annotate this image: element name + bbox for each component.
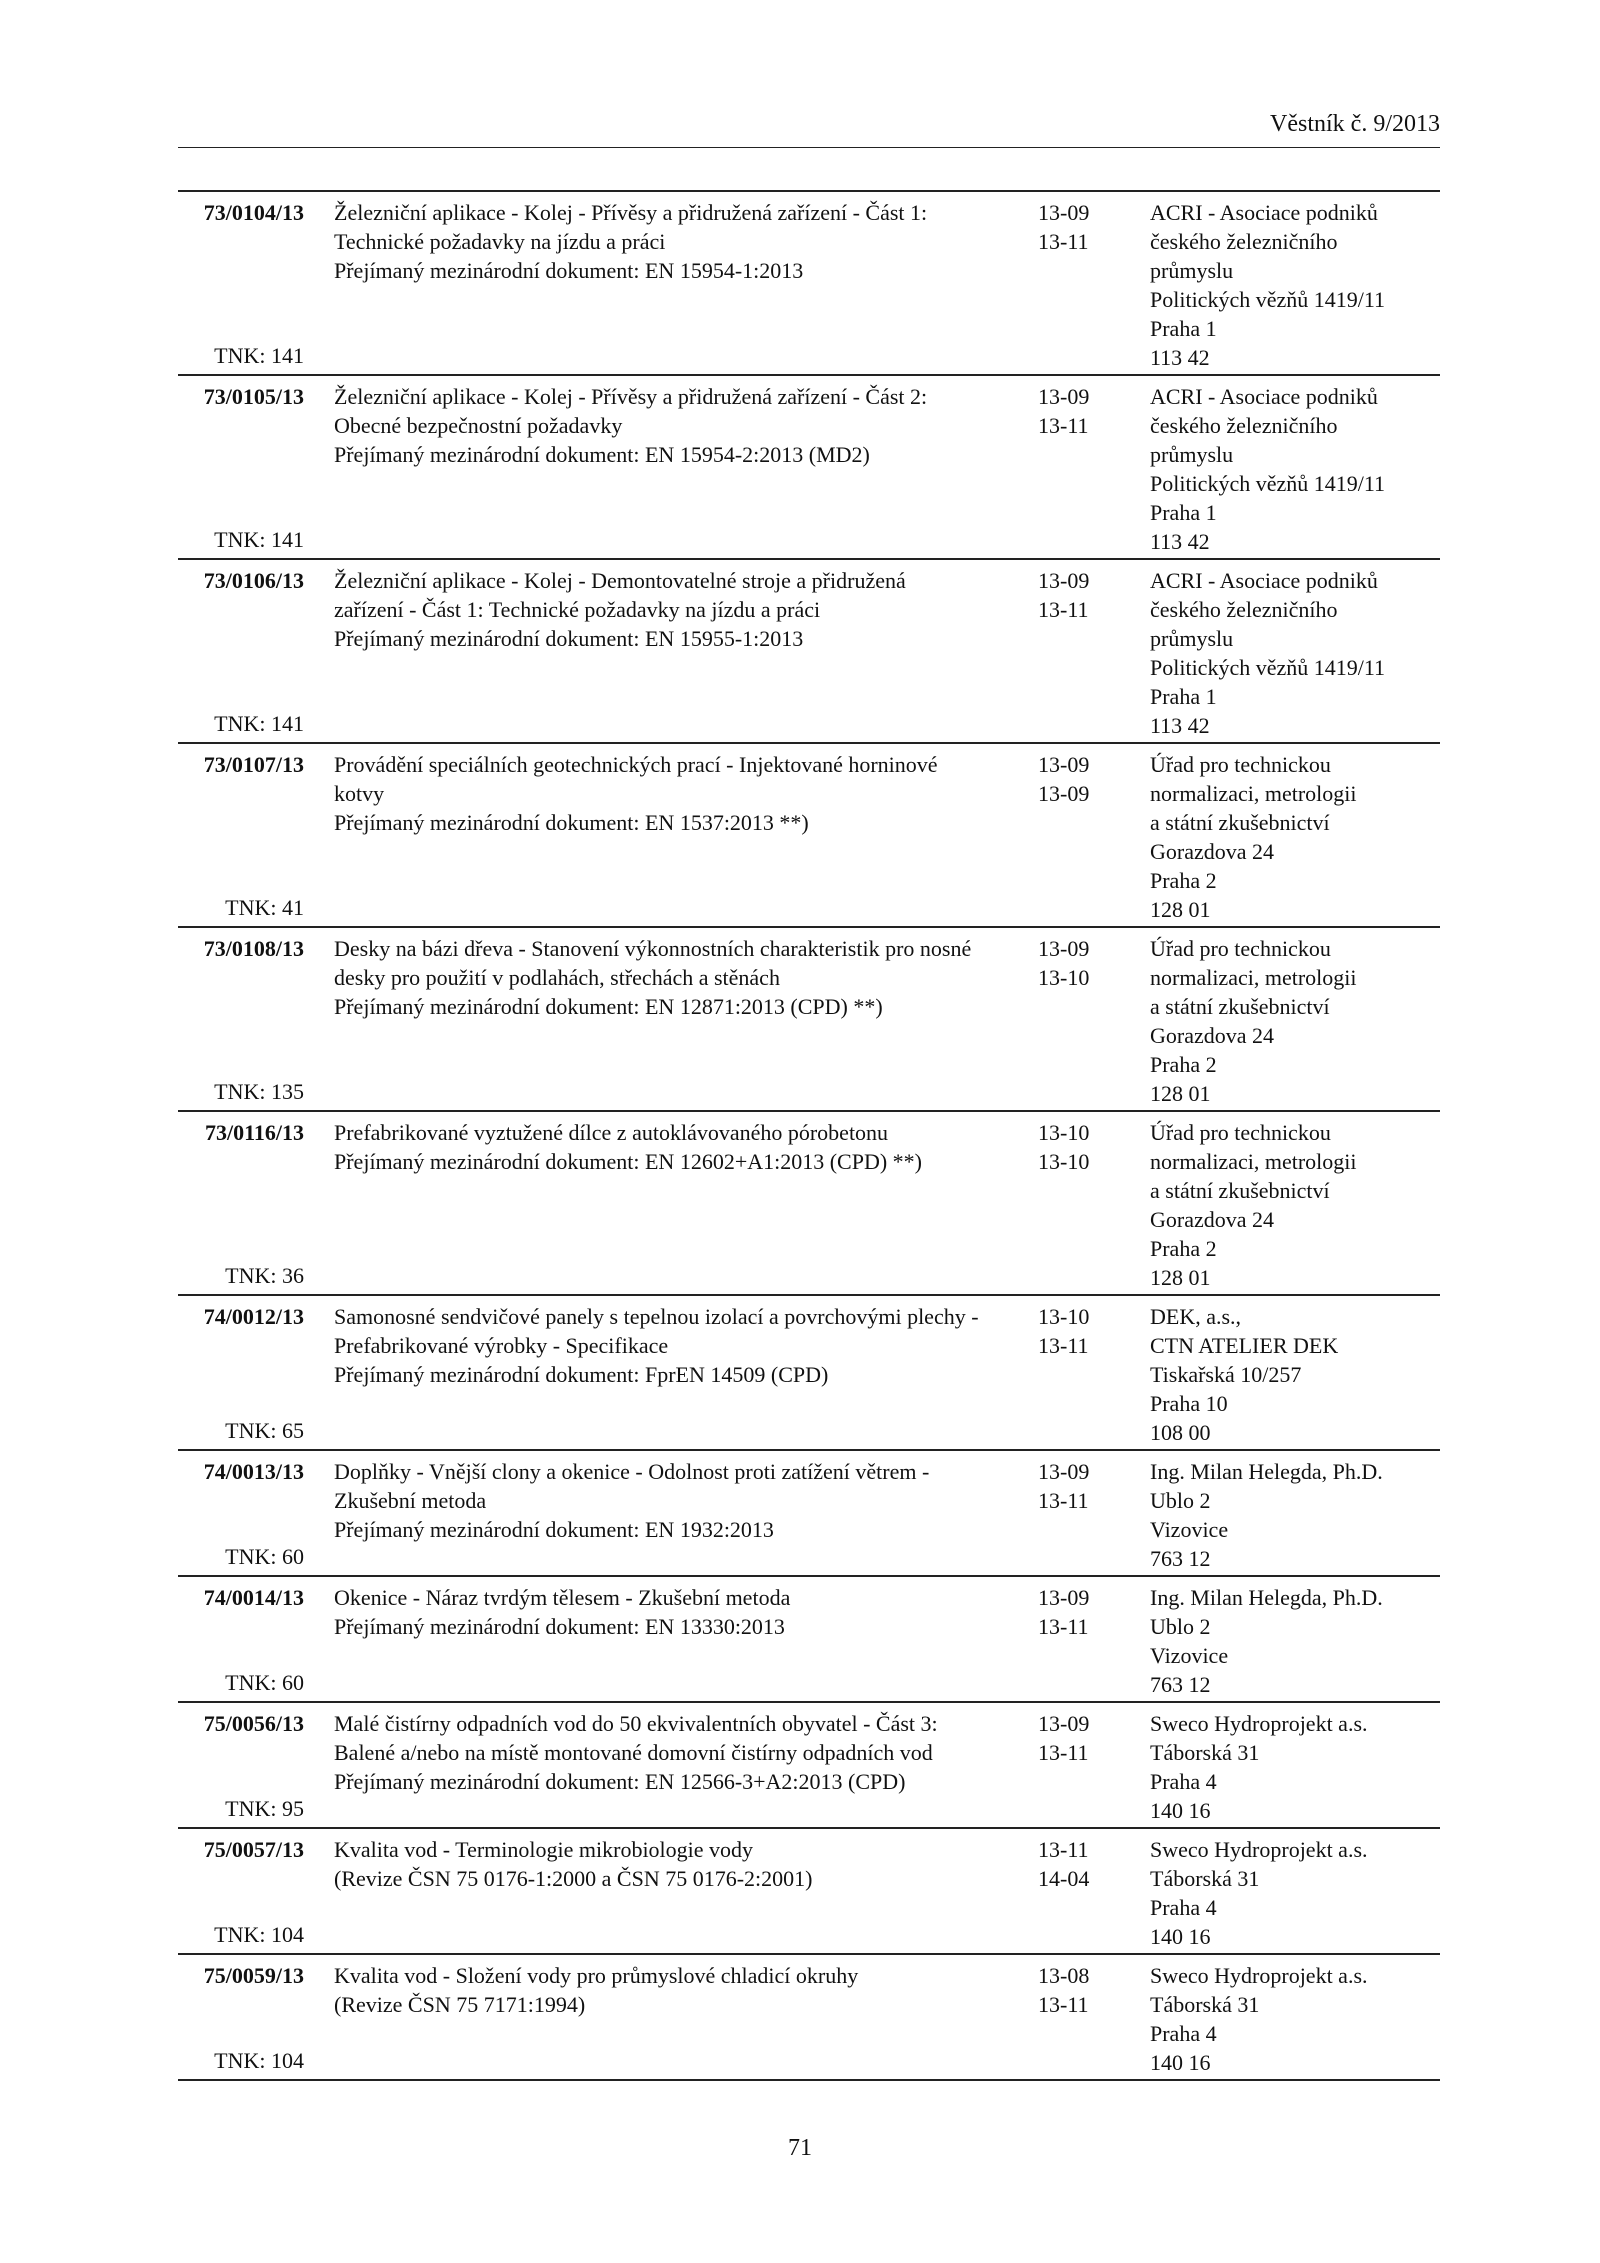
entry-address-line: Politických vězňů 1419/11	[1150, 287, 1386, 312]
standards-table	[178, 190, 1440, 2081]
entry-tnk: TNK: 36	[225, 1263, 304, 1288]
table-row	[178, 926, 1440, 1110]
entry-address-line: Gorazdova 24	[1150, 1207, 1275, 1232]
table-row	[178, 1449, 1440, 1575]
entry-title-cell	[304, 1451, 1034, 1575]
entry-id-cell	[178, 744, 304, 926]
entry-address-line: ACRI - Asociace podniků	[1150, 384, 1378, 409]
entry-address-line: normalizaci, metrologii	[1150, 781, 1357, 806]
entry-id-cell	[178, 1577, 304, 1701]
entry-title-line: Provádění speciálních geotechnických prací - Injektované horninové	[334, 752, 938, 777]
entry-dates-cell	[1034, 1955, 1136, 2079]
entry-tnk: TNK: 60	[225, 1670, 304, 1695]
entry-title-line: (Revize ČSN 75 0176-1:2000 a ČSN 75 0176-2:2001)	[334, 1866, 813, 1891]
entry-date: 13-09	[1038, 781, 1090, 806]
page-number: 71	[788, 2135, 812, 2161]
entry-title-cell	[304, 928, 1034, 1110]
entry-tnk: TNK: 104	[214, 2048, 304, 2073]
entry-address-line: českého železničního	[1150, 413, 1338, 438]
entry-dates-cell	[1034, 376, 1136, 558]
entry-title-line: Obecné bezpečnostní požadavky	[334, 413, 623, 438]
entry-address-cell	[1136, 560, 1440, 742]
table-row	[178, 1953, 1440, 2081]
entry-address-line: Praha 1	[1150, 684, 1217, 709]
entry-id-cell	[178, 1112, 304, 1294]
entry-title-cell	[304, 1577, 1034, 1701]
table-row	[178, 558, 1440, 742]
entry-date: 13-10	[1038, 965, 1090, 990]
entry-title-line: Přejímaný mezinárodní dokument: EN 1932:2013	[334, 1517, 774, 1542]
entry-title-line: Přejímaný mezinárodní dokument: EN 12871:2013 (CPD) **)	[334, 994, 883, 1019]
entry-number: 75/0057/13	[203, 1837, 304, 1862]
entry-address-line: a státní zkušebnictví	[1150, 1178, 1330, 1203]
entry-title-line: kotvy	[334, 781, 385, 806]
entry-address-line: Gorazdova 24	[1150, 839, 1275, 864]
entry-tnk: TNK: 141	[214, 711, 304, 736]
entry-address-line: Gorazdova 24	[1150, 1023, 1275, 1048]
entry-number: 73/0108/13	[203, 936, 304, 961]
entry-address-line: Táborská 31	[1150, 1866, 1260, 1891]
entry-address-line: Vizovice	[1150, 1643, 1229, 1668]
entry-address-cell	[1136, 1703, 1440, 1827]
entry-date: 13-11	[1038, 597, 1089, 622]
entry-address-line: normalizaci, metrologii	[1150, 965, 1357, 990]
entry-date: 13-11	[1038, 413, 1089, 438]
entry-address-line: 140 16	[1150, 1798, 1211, 1823]
entry-title-line: Samonosné sendvičové panely s tepelnou izolací a povrchovými plechy -	[334, 1304, 979, 1329]
entry-tnk: TNK: 104	[214, 1922, 304, 1947]
entry-address-line: DEK, a.s.,	[1150, 1304, 1242, 1329]
entry-title-line: (Revize ČSN 75 7171:1994)	[334, 1992, 586, 2017]
entry-address-cell	[1136, 1829, 1440, 1953]
entry-number: 73/0107/13	[203, 752, 304, 777]
entry-address-line: a státní zkušebnictví	[1150, 810, 1330, 835]
entry-title-line: Desky na bázi dřeva - Stanovení výkonnostních charakteristik pro nosné	[334, 936, 972, 961]
entry-id-cell	[178, 376, 304, 558]
table-row	[178, 742, 1440, 926]
entry-address-cell	[1136, 1296, 1440, 1449]
entry-title-cell	[304, 560, 1034, 742]
entry-number: 74/0014/13	[203, 1585, 304, 1610]
entry-date: 14-04	[1038, 1866, 1090, 1891]
entry-number: 73/0105/13	[203, 384, 304, 409]
entry-address-line: Praha 1	[1150, 316, 1217, 341]
entry-title-line: Malé čistírny odpadních vod do 50 ekvivalentních obyvatel - Část 3:	[334, 1711, 938, 1736]
entry-tnk: TNK: 95	[225, 1796, 304, 1821]
entry-date: 13-10	[1038, 1304, 1090, 1329]
entry-address-line: Praha 1	[1150, 500, 1217, 525]
entry-dates-cell	[1034, 1112, 1136, 1294]
entry-date: 13-08	[1038, 1963, 1090, 1988]
entry-date: 13-10	[1038, 1120, 1090, 1145]
entry-address-line: Politických vězňů 1419/11	[1150, 471, 1386, 496]
entry-title-line: Okenice - Náraz tvrdým tělesem - Zkušební metoda	[334, 1585, 791, 1610]
page-header: Věstník č. 9/2013	[1270, 111, 1440, 137]
entry-number: 75/0059/13	[203, 1963, 304, 1988]
entry-address-line: Úřad pro technickou	[1150, 1120, 1331, 1145]
entry-date: 13-11	[1038, 1740, 1089, 1765]
entry-id-cell	[178, 1451, 304, 1575]
entry-dates-cell	[1034, 1829, 1136, 1953]
entry-id-cell	[178, 928, 304, 1110]
entry-tnk: TNK: 141	[214, 343, 304, 368]
entry-id-cell	[178, 560, 304, 742]
entry-dates-cell	[1034, 744, 1136, 926]
entry-address-line: a státní zkušebnictví	[1150, 994, 1330, 1019]
entry-address-line: 108 00	[1150, 1420, 1211, 1445]
entry-address-line: normalizaci, metrologii	[1150, 1149, 1357, 1174]
entry-title-line: desky pro použití v podlahách, střechách a stěnách	[334, 965, 780, 990]
entry-date: 13-11	[1038, 1992, 1089, 2017]
entry-address-line: 113 42	[1150, 529, 1210, 554]
entry-address-line: průmyslu	[1150, 258, 1234, 283]
entry-address-line: Ing. Milan Helegda, Ph.D.	[1150, 1459, 1383, 1484]
entry-address-line: ACRI - Asociace podniků	[1150, 200, 1378, 225]
table-row	[178, 1294, 1440, 1449]
entry-title-cell	[304, 192, 1034, 374]
entry-tnk: TNK: 141	[214, 527, 304, 552]
entry-tnk: TNK: 135	[214, 1079, 304, 1104]
entry-title-line: Zkušební metoda	[334, 1488, 487, 1513]
entry-title-line: Kvalita vod - Složení vody pro průmyslové chladicí okruhy	[334, 1963, 859, 1988]
entry-tnk: TNK: 41	[225, 895, 304, 920]
entry-title-line: Přejímaný mezinárodní dokument: EN 1537:2013 **)	[334, 810, 809, 835]
entry-address-line: Úřad pro technickou	[1150, 936, 1331, 961]
entry-address-line: Táborská 31	[1150, 1740, 1260, 1765]
entry-address-line: průmyslu	[1150, 442, 1234, 467]
entry-address-line: Sweco Hydroprojekt a.s.	[1150, 1963, 1368, 1988]
entry-dates-cell	[1034, 560, 1136, 742]
entry-address-line: Ublo 2	[1150, 1614, 1211, 1639]
table-row	[178, 1827, 1440, 1953]
entry-id-cell	[178, 1296, 304, 1449]
entry-id-cell	[178, 1703, 304, 1827]
entry-title-line: Kvalita vod - Terminologie mikrobiologie vody	[334, 1837, 754, 1862]
entry-number: 74/0012/13	[203, 1304, 304, 1329]
entry-address-line: Praha 2	[1150, 868, 1217, 893]
entry-title-line: zařízení - Část 1: Technické požadavky na jízdu a práci	[334, 597, 821, 622]
entry-title-cell	[304, 1703, 1034, 1827]
entry-address-line: Sweco Hydroprojekt a.s.	[1150, 1711, 1368, 1736]
entry-title-line: Přejímaný mezinárodní dokument: EN 15955-1:2013	[334, 626, 804, 651]
entry-address-line: ACRI - Asociace podniků	[1150, 568, 1378, 593]
entry-address-line: 128 01	[1150, 897, 1211, 922]
entry-title-cell	[304, 1955, 1034, 2079]
entry-address-line: českého železničního	[1150, 597, 1338, 622]
entry-dates-cell	[1034, 192, 1136, 374]
entry-address-line: 128 01	[1150, 1265, 1211, 1290]
entry-date: 13-09	[1038, 1459, 1090, 1484]
entry-address-line: Politických vězňů 1419/11	[1150, 655, 1386, 680]
entry-address-line: 128 01	[1150, 1081, 1211, 1106]
entry-title-line: Přejímaný mezinárodní dokument: EN 12566-3+A2:2013 (CPD)	[334, 1769, 906, 1794]
entry-date: 13-09	[1038, 384, 1090, 409]
entry-title-line: Přejímaný mezinárodní dokument: EN 13330:2013	[334, 1614, 785, 1639]
entry-address-cell	[1136, 928, 1440, 1110]
entry-address-line: 140 16	[1150, 1924, 1211, 1949]
entry-address-line: 113 42	[1150, 713, 1210, 738]
entry-title-line: Prefabrikované vyztužené dílce z autoklávovaného pórobetonu	[334, 1120, 889, 1145]
entry-address-cell	[1136, 1112, 1440, 1294]
entry-dates-cell	[1034, 1703, 1136, 1827]
entry-title-line: Technické požadavky na jízdu a práci	[334, 229, 666, 254]
entry-id-cell	[178, 192, 304, 374]
entry-tnk: TNK: 65	[225, 1418, 304, 1443]
entry-address-line: 113 42	[1150, 345, 1210, 370]
entry-address-line: Praha 4	[1150, 1895, 1217, 1920]
entry-address-line: Sweco Hydroprojekt a.s.	[1150, 1837, 1368, 1862]
entry-dates-cell	[1034, 1296, 1136, 1449]
entry-address-cell	[1136, 1577, 1440, 1701]
entry-tnk: TNK: 60	[225, 1544, 304, 1569]
table-row	[178, 1701, 1440, 1827]
entry-number: 75/0056/13	[203, 1711, 304, 1736]
entry-date: 13-11	[1038, 1837, 1089, 1862]
entry-title-line: Balené a/nebo na místě montované domovní čistírny odpadních vod	[334, 1740, 933, 1765]
entry-number: 74/0013/13	[203, 1459, 304, 1484]
entry-title-line: Přejímaný mezinárodní dokument: EN 15954-1:2013	[334, 258, 804, 283]
entry-number: 73/0104/13	[203, 200, 304, 225]
entry-dates-cell	[1034, 1451, 1136, 1575]
entry-address-cell	[1136, 744, 1440, 926]
table-row	[178, 374, 1440, 558]
entry-address-line: 763 12	[1150, 1672, 1211, 1697]
entry-date: 13-11	[1038, 1333, 1089, 1358]
entry-title-line: Železniční aplikace - Kolej - Demontovatelné stroje a přidružená	[334, 568, 906, 593]
entry-title-line: Železniční aplikace - Kolej - Přívěsy a přidružená zařízení - Část 2:	[334, 384, 928, 409]
entry-address-cell	[1136, 1451, 1440, 1575]
entry-address-line: Ing. Milan Helegda, Ph.D.	[1150, 1585, 1383, 1610]
entry-date: 13-11	[1038, 229, 1089, 254]
entry-dates-cell	[1034, 928, 1136, 1110]
entry-date: 13-11	[1038, 1488, 1089, 1513]
entry-id-cell	[178, 1829, 304, 1953]
entry-address-line: Vizovice	[1150, 1517, 1229, 1542]
entry-address-line: Praha 4	[1150, 1769, 1217, 1794]
entry-address-line: Praha 2	[1150, 1052, 1217, 1077]
entry-date: 13-09	[1038, 568, 1090, 593]
entry-address-cell	[1136, 376, 1440, 558]
entry-date: 13-09	[1038, 936, 1090, 961]
entry-dates-cell	[1034, 1577, 1136, 1701]
entry-address-line: průmyslu	[1150, 626, 1234, 651]
entry-address-line: Praha 10	[1150, 1391, 1228, 1416]
entry-address-line: 763 12	[1150, 1546, 1211, 1571]
entry-address-line: Úřad pro technickou	[1150, 752, 1331, 777]
header-divider	[178, 147, 1440, 148]
entry-date: 13-09	[1038, 752, 1090, 777]
entry-date: 13-10	[1038, 1149, 1090, 1174]
entry-address-line: Táborská 31	[1150, 1992, 1260, 2017]
table-row	[178, 190, 1440, 374]
entry-title-cell	[304, 1829, 1034, 1953]
entry-number: 73/0116/13	[204, 1120, 304, 1145]
entry-address-line: 140 16	[1150, 2050, 1211, 2075]
entry-title-cell	[304, 1296, 1034, 1449]
entry-title-line: Železniční aplikace - Kolej - Přívěsy a přidružená zařízení - Část 1:	[334, 200, 928, 225]
entry-title-cell	[304, 376, 1034, 558]
entry-title-line: Prefabrikované výrobky - Specifikace	[334, 1333, 669, 1358]
entry-title-line: Přejímaný mezinárodní dokument: FprEN 14509 (CPD)	[334, 1362, 829, 1387]
entry-address-line: Tiskařská 10/257	[1150, 1362, 1302, 1387]
entry-address-line: CTN ATELIER DEK	[1150, 1333, 1339, 1358]
table-row	[178, 1575, 1440, 1701]
entry-number: 73/0106/13	[203, 568, 304, 593]
table-row	[178, 1110, 1440, 1294]
entry-address-line: Ublo 2	[1150, 1488, 1211, 1513]
entry-title-line: Přejímaný mezinárodní dokument: EN 12602+A1:2013 (CPD) **)	[334, 1149, 922, 1174]
entry-title-cell	[304, 744, 1034, 926]
entry-title-line: Doplňky - Vnější clony a okenice - Odolnost proti zatížení větrem -	[334, 1459, 930, 1484]
entry-title-line: Přejímaný mezinárodní dokument: EN 15954-2:2013 (MD2)	[334, 442, 870, 467]
entry-date: 13-09	[1038, 200, 1090, 225]
entry-date: 13-09	[1038, 1585, 1090, 1610]
entry-id-cell	[178, 1955, 304, 2079]
entry-date: 13-09	[1038, 1711, 1090, 1736]
entry-address-line: Praha 4	[1150, 2021, 1217, 2046]
entry-title-cell	[304, 1112, 1034, 1294]
entry-date: 13-11	[1038, 1614, 1089, 1639]
entry-address-cell	[1136, 1955, 1440, 2079]
entry-address-line: českého železničního	[1150, 229, 1338, 254]
entry-address-cell	[1136, 192, 1440, 374]
entry-address-line: Praha 2	[1150, 1236, 1217, 1261]
